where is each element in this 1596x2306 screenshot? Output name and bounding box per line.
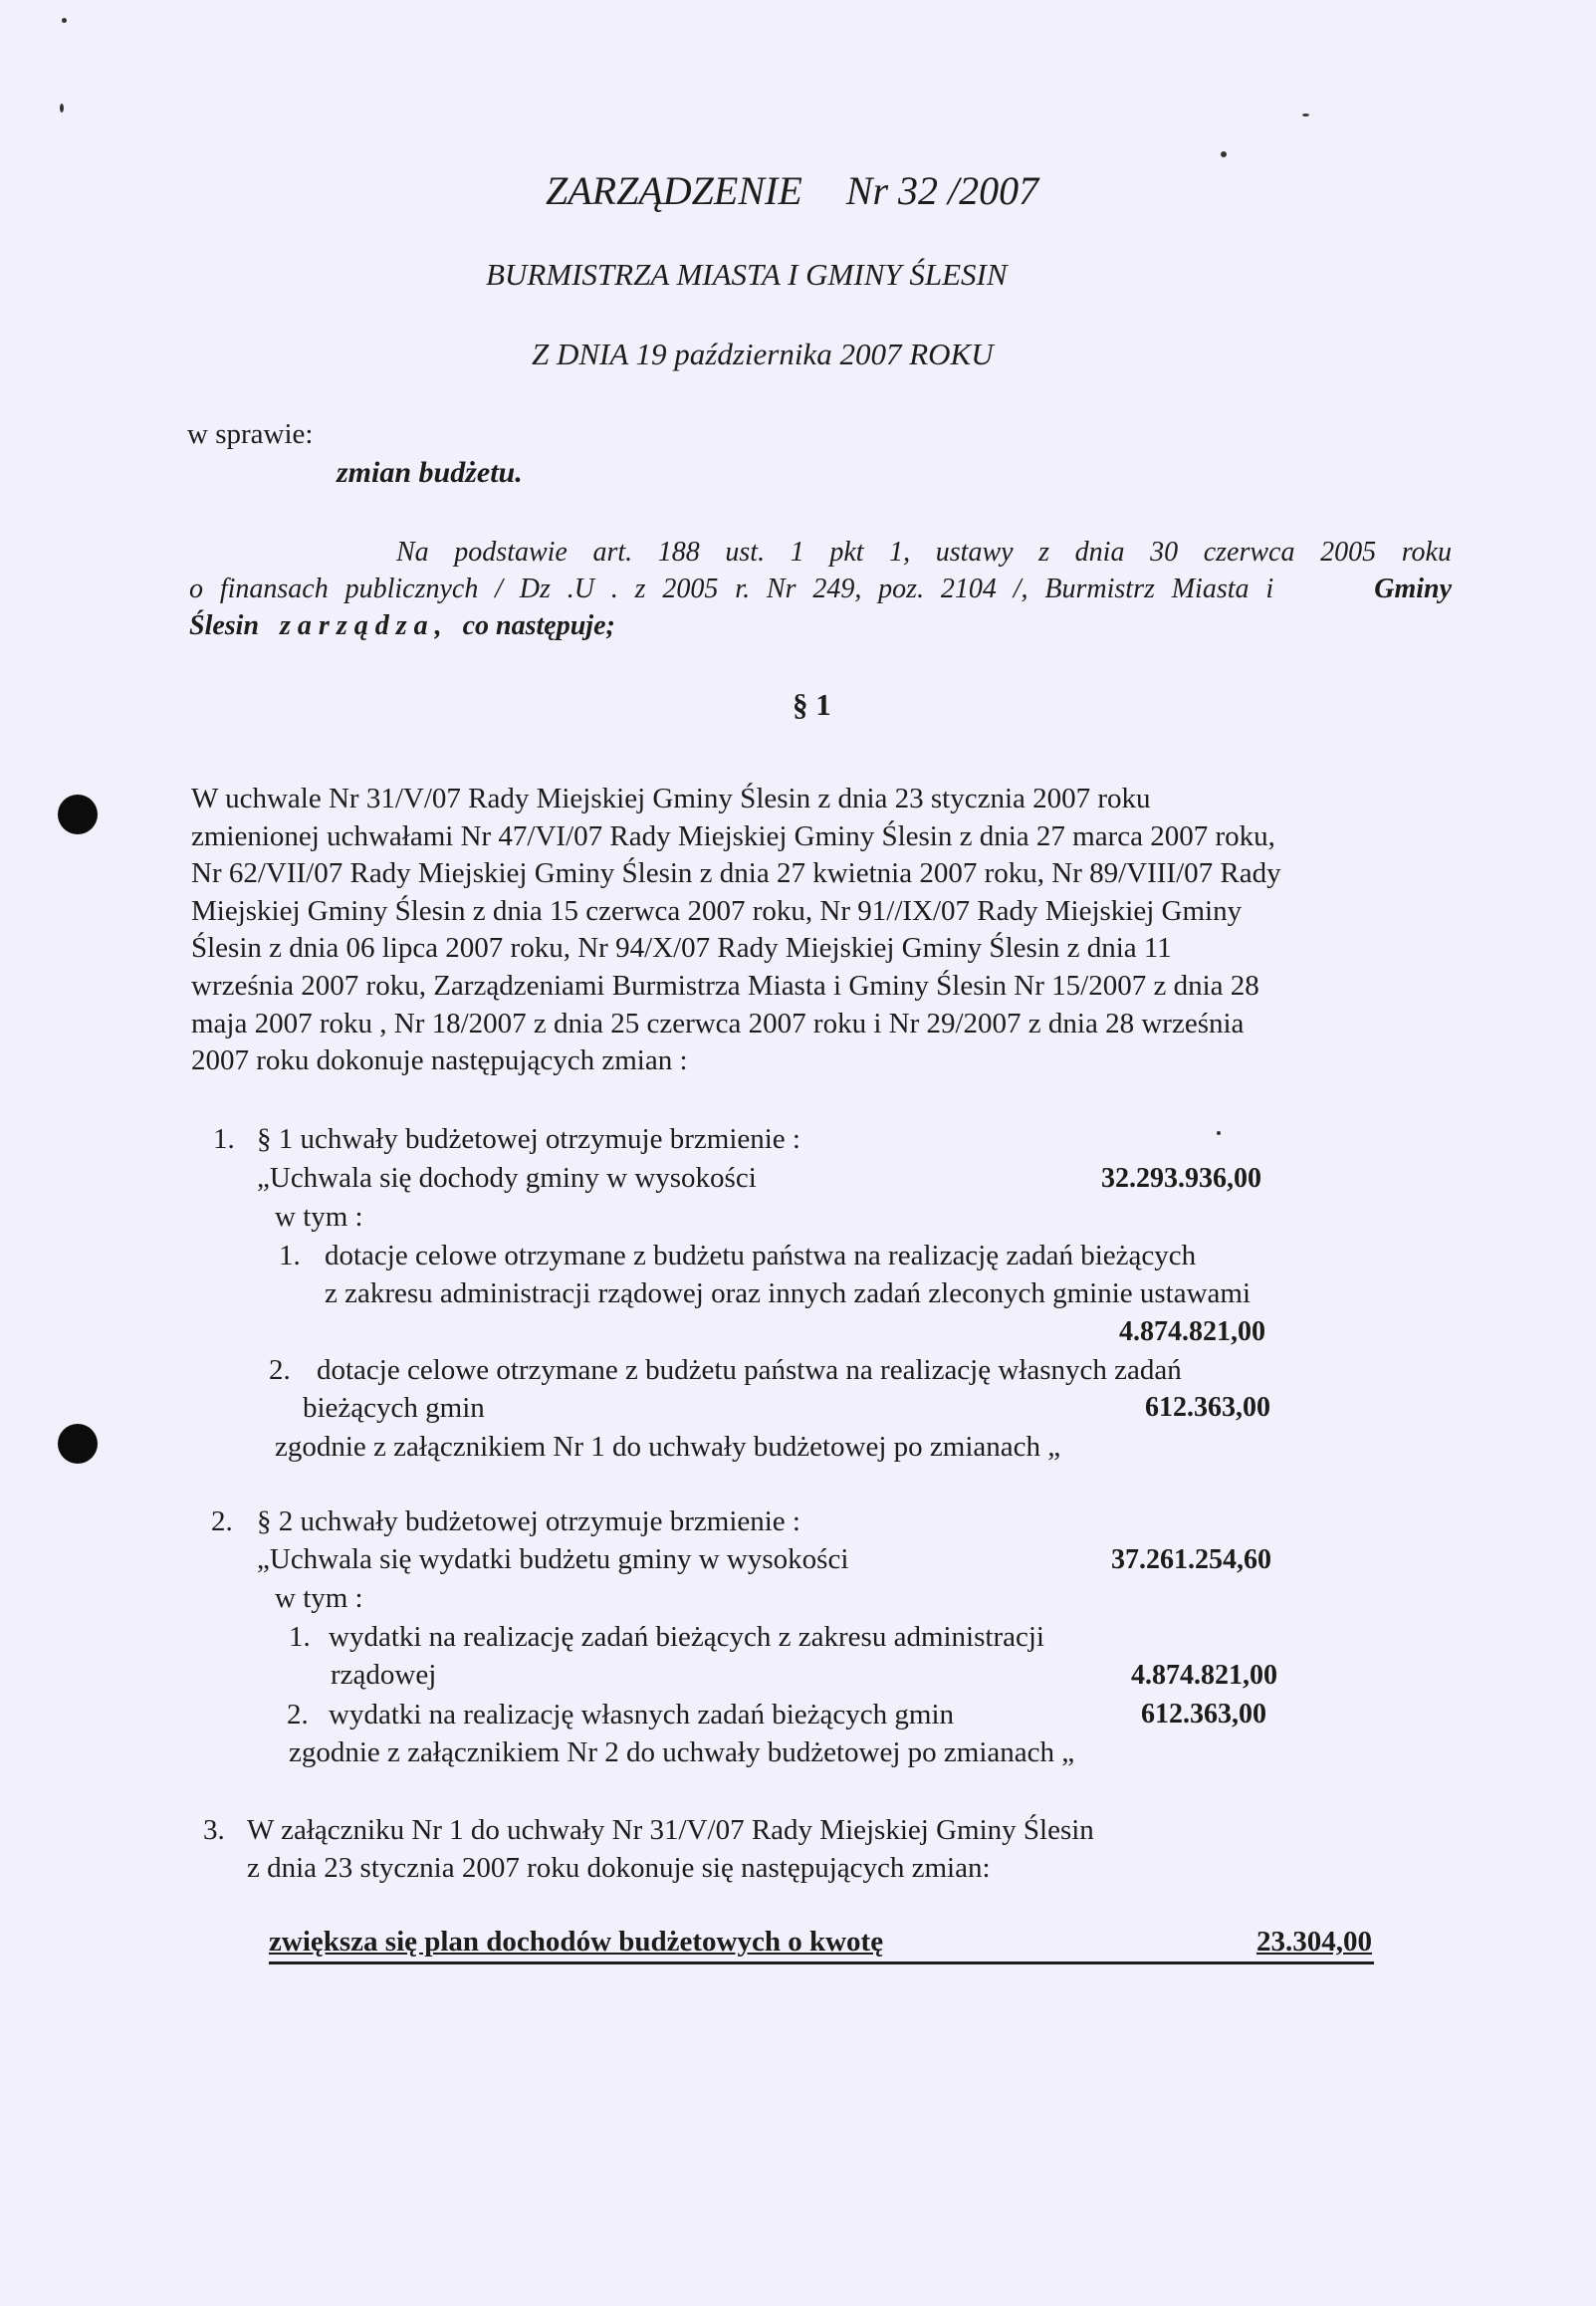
issue-date: Z DNIA 19 października 2007 ROKU — [532, 337, 994, 371]
item2-total: 37.261.254,60 — [1111, 1544, 1271, 1575]
legal-basis-slesin: Ślesin — [189, 610, 260, 641]
increase-label: zwiększa się plan dochodów budżetowych o kwotę — [269, 1926, 884, 1958]
intro-line: W uchwale Nr 31/V/07 Rady Miejskiej Gminy Ślesin z dnia 23 stycznia 2007 roku — [191, 783, 1151, 814]
scan-speck — [1217, 1131, 1221, 1135]
item2-number: 2. — [211, 1505, 233, 1537]
item1-sub1-amount: 4.874.821,00 — [1119, 1316, 1265, 1347]
item1-number: 1. — [213, 1123, 235, 1155]
scan-speck — [1302, 114, 1309, 116]
scan-speck — [60, 104, 64, 113]
item2-wtym: w tym : — [275, 1582, 363, 1614]
item1-wtym: w tym : — [275, 1201, 363, 1233]
intro-line: września 2007 roku, Zarządzeniami Burmistrza Miasta i Gminy Ślesin Nr 15/2007 z dnia 28 — [191, 969, 1259, 1002]
item3-line1: W załączniku Nr 1 do uchwały Nr 31/V/07 Rady Miejskiej Gminy Ślesin — [247, 1814, 1094, 1846]
section-mark: § 1 — [793, 687, 831, 722]
subject-value: zmian budżetu. — [337, 456, 523, 489]
item2-sub2-number: 2. — [287, 1699, 309, 1730]
intro-line: Miejskiej Gminy Ślesin z dnia 15 czerwca 2007 roku, Nr 91//IX/07 Rady Miejskiej Gminy — [191, 894, 1243, 927]
item2-closing: zgodnie z załącznikiem Nr 2 do uchwały budżetowej po zmianach „ — [289, 1736, 1075, 1768]
increase-amount: 23.304,00 — [1256, 1926, 1372, 1958]
item2-sub1-line1: wydatki na realizację zadań bieżących z zakresu administracji — [329, 1621, 1044, 1653]
intro-line: maja 2007 roku , Nr 18/2007 z dnia 25 czerwca 2007 roku i Nr 29/2007 z dnia 28 września — [191, 1007, 1245, 1039]
item1-sub1-number: 1. — [279, 1240, 301, 1271]
item2-sub1-number: 1. — [289, 1621, 311, 1653]
intro-line: Ślesin z dnia 06 lipca 2007 roku, Nr 94/X/07 Rady Miejskiej Gminy Ślesin z dnia 11 — [191, 932, 1172, 965]
item3-line2: z dnia 23 stycznia 2007 roku dokonuje się następujących zmian: — [247, 1852, 991, 1884]
legal-basis-text: o finansach publicznych / Dz .U . z 2005 r. Nr 249, poz. 2104 /, Burmistrz Miasta i — [189, 574, 1274, 604]
intro-line: 2007 roku dokonuje następujących zmian : — [191, 1044, 688, 1077]
legal-basis-line: Na podstawie art. 188 ust. 1 pkt 1, ustawy z dnia 30 czerwca 2005 roku — [396, 537, 1452, 568]
item1-total: 32.293.936,00 — [1101, 1163, 1261, 1194]
item2-sub1-line2: rządowej — [331, 1659, 437, 1691]
item2-sub1-amount: 4.874.821,00 — [1131, 1660, 1277, 1691]
issuer: BURMISTRZA MIASTA I GMINY ŚLESIN — [486, 257, 1008, 292]
item1-sub2-number: 2. — [269, 1354, 291, 1386]
item1-sub2-line2: bieżących gmin — [303, 1392, 485, 1424]
item2-sub2-line1: wydatki na realizację własnych zadań bieżących gmin — [329, 1699, 955, 1730]
scan-speck — [62, 18, 67, 23]
item2-head: § 2 uchwały budżetowej otrzymuje brzmienie : — [257, 1505, 800, 1537]
item1-sub2-line1: dotacje celowe otrzymane z budżetu państwa na realizację własnych zadań — [317, 1354, 1182, 1386]
legal-basis-line — [189, 607, 1452, 644]
punch-hole — [58, 1424, 98, 1464]
legal-basis-line — [189, 571, 1452, 607]
legal-basis-zarzadza: z a r z ą d z a , — [280, 610, 442, 641]
title-word: ZARZĄDZENIE — [546, 168, 802, 213]
item2-sub2-amount: 612.363,00 — [1141, 1699, 1266, 1730]
document-title — [546, 167, 1038, 214]
intro-line: Nr 62/VII/07 Rady Miejskiej Gminy Ślesin z dnia 27 kwietnia 2007 roku, Nr 89/VIII/07 Rady — [191, 857, 1281, 890]
punch-hole — [58, 795, 98, 834]
item3-number: 3. — [203, 1814, 225, 1846]
item1-head: § 1 uchwały budżetowej otrzymuje brzmienie : — [257, 1123, 800, 1155]
legal-basis-gminy: Gminy — [1374, 574, 1453, 604]
item2-line: „Uchwala się wydatki budżetu gminy w wysokości — [257, 1543, 849, 1575]
legal-basis-co-nastepuje: co następuje; — [462, 610, 615, 641]
title-number: Nr 32 /2007 — [845, 168, 1039, 213]
increase-line — [269, 1926, 1374, 1964]
item1-line: „Uchwala się dochody gminy w wysokości — [257, 1162, 757, 1194]
intro-paragraph — [191, 781, 1485, 1080]
item1-sub2-amount: 612.363,00 — [1145, 1392, 1270, 1423]
scan-speck — [1221, 151, 1227, 157]
item1-sub1-line2: z zakresu administracji rządowej oraz innych zadań zleconych gminie ustawami — [325, 1277, 1252, 1309]
item1-closing: zgodnie z załącznikiem Nr 1 do uchwały budżetowej po zmianach „ — [275, 1431, 1061, 1463]
item1-sub1-line1: dotacje celowe otrzymane z budżetu państwa na realizację zadań bieżących — [325, 1240, 1197, 1271]
intro-line: zmienionej uchwałami Nr 47/VI/07 Rady Miejskiej Gminy Ślesin z dnia 27 marca 2007 roku, — [191, 819, 1275, 852]
legal-basis — [189, 534, 1452, 644]
subject-label: w sprawie: — [187, 418, 314, 450]
